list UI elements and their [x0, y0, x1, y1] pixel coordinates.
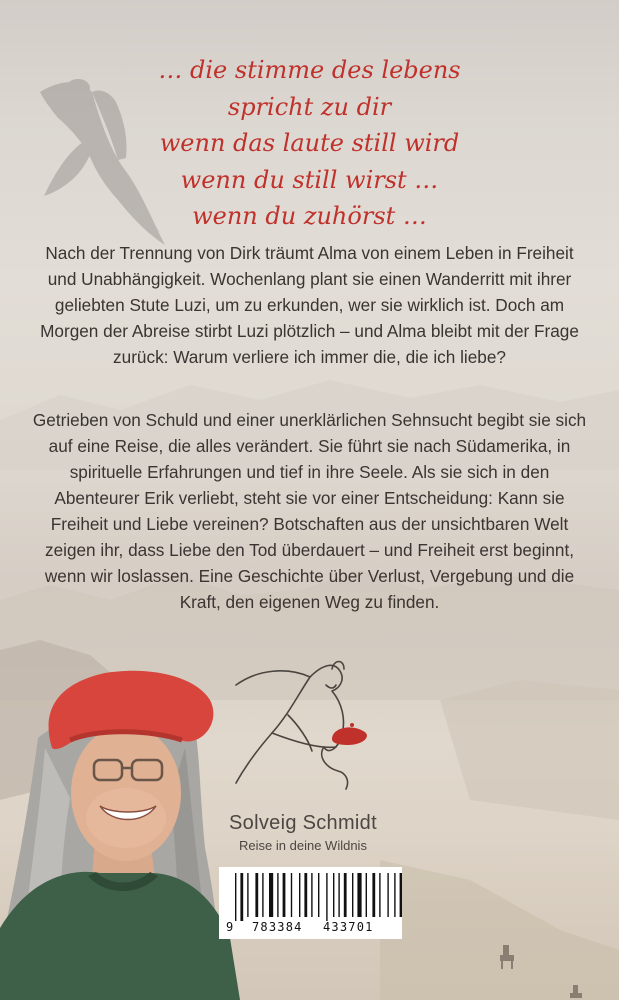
- author-photo: [0, 628, 240, 1000]
- barcode-digit-prefix: 9: [226, 920, 234, 934]
- barcode-bar: [262, 873, 263, 917]
- poem-line: wenn du still wirst …: [180, 165, 439, 194]
- horse-line-art-logo: [228, 655, 398, 795]
- barcode-bar: [379, 873, 380, 917]
- barcode-bars: [219, 867, 402, 923]
- barcode-bar: [291, 873, 292, 917]
- barcode-digits-left: 783384: [252, 920, 303, 934]
- author-tagline: Reise in deine Wildnis: [239, 838, 367, 853]
- poem-quote: [0, 52, 619, 235]
- barcode-bar: [235, 873, 236, 921]
- blurb-paragraph-2: Getrieben von Schuld und einer unerklärlichen Sehnsucht begibt sie sich auf eine Reise, die alles verändert. Sie führt sie nach Südamerika, in spirituelle Erfahrungen und tief in ihre Seele. Als sie sich in den Abenteurer Erik verliebt, steht sie vor einer Entscheidung: Kann sie Freiheit und Liebe vereinen? Botschaften aus der unsichtbaren Welt zeigen ihr, dass Liebe den Tod überdauert – und Freiheit erst beginnt, wenn wir loslassen. Eine Geschichte über Verlust, Vergebung und die Kraft, den eigenen Weg zu finden.: [32, 410, 587, 612]
- isbn-barcode: [219, 867, 402, 939]
- barcode-bar: [366, 873, 367, 917]
- poem-line: wenn du zuhörst …: [192, 202, 427, 230]
- barcode-number: [219, 920, 402, 936]
- poem-line: wenn das laute still wird: [159, 129, 460, 157]
- barcode-bar: [357, 873, 361, 917]
- barcode-bar: [283, 873, 286, 917]
- barcode-bar: [333, 873, 334, 917]
- barcode-bar: [299, 873, 300, 917]
- barcode-digits-right: 433701: [323, 920, 374, 934]
- barcode-bar: [326, 873, 327, 921]
- barcode-bar: [387, 873, 388, 917]
- barcode-bar: [338, 873, 339, 917]
- barcode-bar: [269, 873, 273, 917]
- barcode-bar: [394, 873, 395, 917]
- barcode-bar: [304, 873, 307, 917]
- barcode-bar: [247, 873, 248, 917]
- barcode-bar: [277, 873, 278, 917]
- author-name: Solveig Schmidt: [229, 812, 377, 834]
- barcode-bar: [318, 873, 319, 917]
- barcode-bar: [240, 873, 243, 921]
- barcode-bar: [372, 873, 375, 917]
- barcode-bar: [352, 873, 353, 917]
- barcode-bar: [400, 873, 402, 917]
- poem-line: spricht zu dir: [227, 92, 392, 121]
- barcode-bar: [311, 873, 312, 917]
- poem-line: … die stimme des lebens: [158, 56, 461, 84]
- barcode-bar: [344, 873, 347, 917]
- barcode-bar: [255, 873, 258, 917]
- blurb-paragraph-1: Nach der Trennung von Dirk träumt Alma von einem Leben in Freiheit und Unabhängigkeit. Wochenlang plant sie einen Wanderritt mit ihrer geliebten Stute Luzi, um zu erkunden, wer sie wirklich ist. Doch am Morgen der Abreise stirbt Luzi plötzlich – und Alma bleibt mit der Frage zurück: Warum verliere ich immer die, die ich liebe?: [40, 243, 579, 367]
